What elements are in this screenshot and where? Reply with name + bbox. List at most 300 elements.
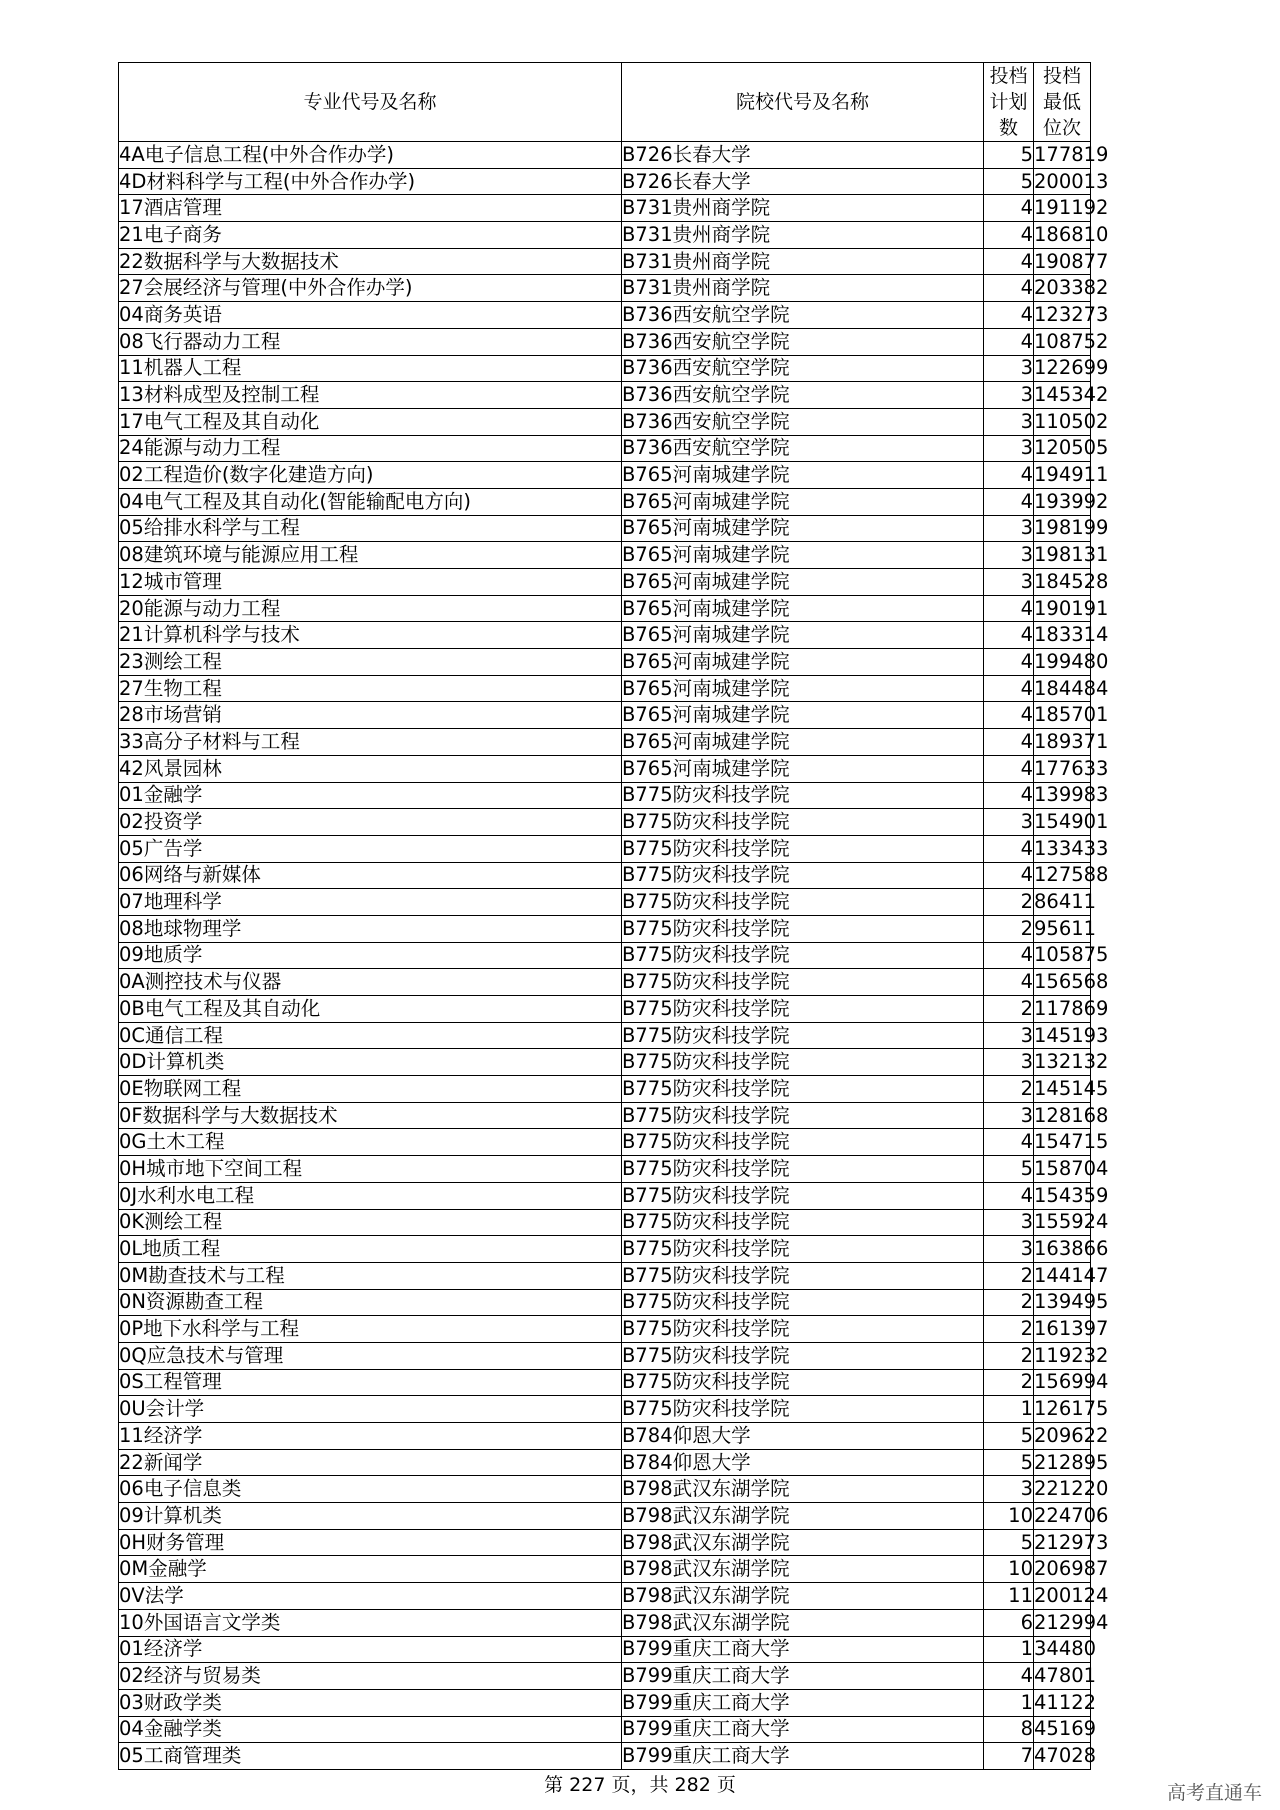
cell-plan: 3 [984, 435, 1034, 462]
table-row [119, 1236, 1091, 1263]
cell-plan: 4 [984, 275, 1034, 302]
header-major: 专业代号及名称 [119, 63, 622, 142]
table-row [119, 1342, 1091, 1369]
table-row [119, 1663, 1091, 1690]
table-row [119, 1529, 1091, 1556]
cell-rank: 184528 [1034, 569, 1091, 596]
table-row [119, 1423, 1091, 1450]
cell-plan: 4 [984, 1129, 1034, 1156]
cell-rank: 95611 [1034, 915, 1091, 942]
cell-school: B775防灾科技学院 [622, 915, 984, 942]
cell-school: B799重庆工商大学 [622, 1743, 984, 1770]
cell-school: B775防灾科技学院 [622, 1129, 984, 1156]
cell-plan: 3 [984, 1476, 1034, 1503]
cell-plan: 7 [984, 1743, 1034, 1770]
table-row [119, 195, 1091, 222]
table-row [119, 462, 1091, 489]
cell-plan: 3 [984, 1209, 1034, 1236]
cell-plan: 4 [984, 755, 1034, 782]
cell-plan: 4 [984, 195, 1034, 222]
cell-school: B784仰恩大学 [622, 1449, 984, 1476]
cell-school: B736西安航空学院 [622, 408, 984, 435]
cell-major: 27会展经济与管理(中外合作办学) [119, 275, 622, 302]
cell-major: 0B电气工程及其自动化 [119, 996, 622, 1023]
cell-rank: 212994 [1034, 1609, 1091, 1636]
cell-rank: 198131 [1034, 542, 1091, 569]
cell-rank: 123273 [1034, 302, 1091, 329]
cell-school: B775防灾科技学院 [622, 1102, 984, 1129]
cell-rank: 191192 [1034, 195, 1091, 222]
table-row [119, 649, 1091, 676]
cell-rank: 189371 [1034, 729, 1091, 756]
cell-rank: 194911 [1034, 462, 1091, 489]
cell-school: B775防灾科技学院 [622, 835, 984, 862]
cell-school: B765河南城建学院 [622, 649, 984, 676]
table-row [119, 1743, 1091, 1770]
cell-plan: 4 [984, 488, 1034, 515]
cell-plan: 3 [984, 569, 1034, 596]
cell-rank: 145193 [1034, 1022, 1091, 1049]
cell-rank: 206987 [1034, 1556, 1091, 1583]
cell-rank: 47801 [1034, 1663, 1091, 1690]
cell-plan: 4 [984, 302, 1034, 329]
cell-school: B736西安航空学院 [622, 382, 984, 409]
cell-major: 0S工程管理 [119, 1369, 622, 1396]
cell-major: 04金融学类 [119, 1716, 622, 1743]
table-row [119, 996, 1091, 1023]
cell-major: 05工商管理类 [119, 1743, 622, 1770]
cell-rank: 212895 [1034, 1449, 1091, 1476]
table-row [119, 569, 1091, 596]
cell-major: 02投资学 [119, 809, 622, 836]
table-body [119, 142, 1109, 1770]
cell-major: 07地理科学 [119, 889, 622, 916]
cell-school: B784仰恩大学 [622, 1423, 984, 1450]
cell-major: 02经济与贸易类 [119, 1663, 622, 1690]
cell-rank: 128168 [1034, 1102, 1091, 1129]
cell-plan: 10 [984, 1556, 1034, 1583]
cell-school: B765河南城建学院 [622, 675, 984, 702]
cell-school: B775防灾科技学院 [622, 942, 984, 969]
cell-plan: 4 [984, 862, 1034, 889]
cell-plan: 3 [984, 408, 1034, 435]
cell-school: B765河南城建学院 [622, 702, 984, 729]
cell-major: 42风景园林 [119, 755, 622, 782]
table-row [119, 1262, 1091, 1289]
cell-school: B731贵州商学院 [622, 222, 984, 249]
cell-rank: 184484 [1034, 675, 1091, 702]
cell-rank: 190191 [1034, 595, 1091, 622]
cell-rank: 224706 [1034, 1503, 1091, 1530]
cell-plan: 2 [984, 1342, 1034, 1369]
cell-school: B799重庆工商大学 [622, 1663, 984, 1690]
cell-major: 27生物工程 [119, 675, 622, 702]
cell-major: 03财政学类 [119, 1689, 622, 1716]
cell-school: B765河南城建学院 [622, 595, 984, 622]
cell-rank: 139495 [1034, 1289, 1091, 1316]
table-row [119, 782, 1091, 809]
cell-school: B765河南城建学院 [622, 569, 984, 596]
table-row [119, 1689, 1091, 1716]
cell-rank: 155924 [1034, 1209, 1091, 1236]
cell-plan: 4 [984, 969, 1034, 996]
table-row [119, 1182, 1091, 1209]
table-row [119, 1396, 1091, 1423]
cell-major: 28市场营销 [119, 702, 622, 729]
admissions-table [118, 62, 1109, 1770]
header-rank: 投档最低位次 [1034, 63, 1091, 142]
cell-major: 0Q应急技术与管理 [119, 1342, 622, 1369]
cell-school: B775防灾科技学院 [622, 1182, 984, 1209]
cell-major: 06电子信息类 [119, 1476, 622, 1503]
table-header-row [119, 63, 1091, 142]
cell-major: 0K测绘工程 [119, 1209, 622, 1236]
cell-major: 13材料成型及控制工程 [119, 382, 622, 409]
cell-rank: 177633 [1034, 755, 1091, 782]
cell-school: B765河南城建学院 [622, 755, 984, 782]
cell-school: B736西安航空学院 [622, 328, 984, 355]
cell-plan: 5 [984, 168, 1034, 195]
cell-rank: 105875 [1034, 942, 1091, 969]
cell-plan: 4 [984, 595, 1034, 622]
cell-rank: 144147 [1034, 1262, 1091, 1289]
cell-school: B775防灾科技学院 [622, 782, 984, 809]
cell-school: B775防灾科技学院 [622, 1236, 984, 1263]
cell-major: 01经济学 [119, 1636, 622, 1663]
cell-school: B765河南城建学院 [622, 542, 984, 569]
cell-major: 0M勘查技术与工程 [119, 1262, 622, 1289]
cell-major: 11经济学 [119, 1423, 622, 1450]
cell-major: 20能源与动力工程 [119, 595, 622, 622]
cell-school: B731贵州商学院 [622, 275, 984, 302]
cell-rank: 117869 [1034, 996, 1091, 1023]
table-row [119, 1583, 1091, 1610]
cell-major: 23测绘工程 [119, 649, 622, 676]
cell-major: 22新闻学 [119, 1449, 622, 1476]
cell-school: B799重庆工商大学 [622, 1636, 984, 1663]
cell-plan: 4 [984, 649, 1034, 676]
cell-school: B798武汉东湖学院 [622, 1583, 984, 1610]
cell-plan: 2 [984, 996, 1034, 1023]
cell-major: 21电子商务 [119, 222, 622, 249]
cell-rank: 45169 [1034, 1716, 1091, 1743]
cell-major: 0H城市地下空间工程 [119, 1156, 622, 1183]
cell-major: 02工程造价(数字化建造方向) [119, 462, 622, 489]
cell-plan: 4 [984, 248, 1034, 275]
cell-school: B765河南城建学院 [622, 622, 984, 649]
table-row [119, 835, 1091, 862]
cell-school: B736西安航空学院 [622, 355, 984, 382]
cell-school: B798武汉东湖学院 [622, 1476, 984, 1503]
cell-rank: 41122 [1034, 1689, 1091, 1716]
cell-school: B775防灾科技学院 [622, 1049, 984, 1076]
table-row [119, 328, 1091, 355]
cell-rank: 154901 [1034, 809, 1091, 836]
cell-major: 4A电子信息工程(中外合作办学) [119, 142, 622, 169]
cell-plan: 5 [984, 1529, 1034, 1556]
cell-school: B765河南城建学院 [622, 488, 984, 515]
cell-major: 09地质学 [119, 942, 622, 969]
cell-rank: 199480 [1034, 649, 1091, 676]
cell-school: B765河南城建学院 [622, 729, 984, 756]
cell-plan: 8 [984, 1716, 1034, 1743]
table-row [119, 355, 1091, 382]
cell-rank: 190877 [1034, 248, 1091, 275]
cell-major: 0U会计学 [119, 1396, 622, 1423]
cell-plan: 4 [984, 835, 1034, 862]
table-row [119, 1503, 1091, 1530]
cell-school: B765河南城建学院 [622, 515, 984, 542]
cell-rank: 156994 [1034, 1369, 1091, 1396]
cell-major: 08地球物理学 [119, 915, 622, 942]
cell-rank: 193992 [1034, 488, 1091, 515]
table-row [119, 488, 1091, 515]
table-row [119, 1289, 1091, 1316]
cell-major: 0F数据科学与大数据技术 [119, 1102, 622, 1129]
cell-school: B775防灾科技学院 [622, 1022, 984, 1049]
table-row [119, 1209, 1091, 1236]
cell-plan: 3 [984, 1102, 1034, 1129]
cell-school: B775防灾科技学院 [622, 1156, 984, 1183]
cell-plan: 4 [984, 1663, 1034, 1690]
cell-major: 0H财务管理 [119, 1529, 622, 1556]
cell-school: B775防灾科技学院 [622, 1342, 984, 1369]
table-row [119, 969, 1091, 996]
cell-major: 17电气工程及其自动化 [119, 408, 622, 435]
cell-school: B736西安航空学院 [622, 435, 984, 462]
cell-rank: 209622 [1034, 1423, 1091, 1450]
table-row [119, 248, 1091, 275]
cell-plan: 4 [984, 1182, 1034, 1209]
table-row [119, 1129, 1091, 1156]
table-row [119, 142, 1091, 169]
cell-plan: 4 [984, 782, 1034, 809]
cell-rank: 34480 [1034, 1636, 1091, 1663]
table-row [119, 809, 1091, 836]
header-plan: 投档计划数 [984, 63, 1034, 142]
cell-rank: 177819 [1034, 142, 1091, 169]
cell-rank: 110502 [1034, 408, 1091, 435]
header-school: 院校代号及名称 [622, 63, 984, 142]
cell-major: 0V法学 [119, 1583, 622, 1610]
page-footer: 第 227 页，共 282 页 [544, 1774, 736, 1796]
cell-major: 0N资源勘查工程 [119, 1289, 622, 1316]
cell-plan: 3 [984, 542, 1034, 569]
cell-plan: 3 [984, 1022, 1034, 1049]
cell-plan: 4 [984, 729, 1034, 756]
cell-rank: 221220 [1034, 1476, 1091, 1503]
cell-major: 06网络与新媒体 [119, 862, 622, 889]
cell-plan: 3 [984, 809, 1034, 836]
cell-rank: 47028 [1034, 1743, 1091, 1770]
cell-plan: 3 [984, 382, 1034, 409]
cell-rank: 126175 [1034, 1396, 1091, 1423]
table-row [119, 1022, 1091, 1049]
cell-plan: 4 [984, 622, 1034, 649]
cell-major: 22数据科学与大数据技术 [119, 248, 622, 275]
cell-rank: 119232 [1034, 1342, 1091, 1369]
cell-rank: 158704 [1034, 1156, 1091, 1183]
cell-rank: 163866 [1034, 1236, 1091, 1263]
table-row [119, 1102, 1091, 1129]
cell-major: 09计算机类 [119, 1503, 622, 1530]
cell-plan: 2 [984, 1076, 1034, 1103]
cell-rank: 156568 [1034, 969, 1091, 996]
cell-school: B799重庆工商大学 [622, 1689, 984, 1716]
cell-plan: 2 [984, 889, 1034, 916]
cell-rank: 198199 [1034, 515, 1091, 542]
cell-plan: 2 [984, 1289, 1034, 1316]
cell-plan: 5 [984, 1423, 1034, 1450]
cell-rank: 120505 [1034, 435, 1091, 462]
table-row [119, 1636, 1091, 1663]
cell-rank: 145145 [1034, 1076, 1091, 1103]
cell-plan: 5 [984, 142, 1034, 169]
cell-plan: 3 [984, 1049, 1034, 1076]
cell-school: B798武汉东湖学院 [622, 1529, 984, 1556]
cell-rank: 200013 [1034, 168, 1091, 195]
cell-major: 08建筑环境与能源应用工程 [119, 542, 622, 569]
cell-school: B775防灾科技学院 [622, 809, 984, 836]
cell-school: B798武汉东湖学院 [622, 1556, 984, 1583]
cell-rank: 122699 [1034, 355, 1091, 382]
table-row [119, 862, 1091, 889]
cell-school: B775防灾科技学院 [622, 1369, 984, 1396]
cell-school: B775防灾科技学院 [622, 1209, 984, 1236]
cell-major: 17酒店管理 [119, 195, 622, 222]
cell-major: 05广告学 [119, 835, 622, 862]
cell-school: B775防灾科技学院 [622, 1262, 984, 1289]
cell-major: 0L地质工程 [119, 1236, 622, 1263]
cell-plan: 10 [984, 1503, 1034, 1530]
cell-school: B775防灾科技学院 [622, 996, 984, 1023]
table-row [119, 1076, 1091, 1103]
table-row [119, 675, 1091, 702]
cell-major: 33高分子材料与工程 [119, 729, 622, 756]
cell-rank: 161397 [1034, 1316, 1091, 1343]
cell-rank: 145342 [1034, 382, 1091, 409]
table-row [119, 435, 1091, 462]
cell-major: 0D计算机类 [119, 1049, 622, 1076]
cell-rank: 108752 [1034, 328, 1091, 355]
table-row [119, 222, 1091, 249]
table-row [119, 275, 1091, 302]
cell-major: 08飞行器动力工程 [119, 328, 622, 355]
cell-plan: 4 [984, 222, 1034, 249]
cell-plan: 4 [984, 328, 1034, 355]
cell-rank: 86411 [1034, 889, 1091, 916]
cell-school: B798武汉东湖学院 [622, 1503, 984, 1530]
cell-plan: 3 [984, 1236, 1034, 1263]
cell-major: 11机器人工程 [119, 355, 622, 382]
cell-rank: 154359 [1034, 1182, 1091, 1209]
cell-major: 0J水利水电工程 [119, 1182, 622, 1209]
cell-school: B775防灾科技学院 [622, 1076, 984, 1103]
table-row [119, 1369, 1091, 1396]
table-row [119, 1449, 1091, 1476]
cell-major: 04电气工程及其自动化(智能输配电方向) [119, 488, 622, 515]
cell-major: 0P地下水科学与工程 [119, 1316, 622, 1343]
table-row [119, 168, 1091, 195]
cell-school: B775防灾科技学院 [622, 1289, 984, 1316]
cell-rank: 186810 [1034, 222, 1091, 249]
table-row [119, 889, 1091, 916]
table-row [119, 915, 1091, 942]
cell-plan: 5 [984, 1156, 1034, 1183]
table-row [119, 1716, 1091, 1743]
cell-plan: 2 [984, 1262, 1034, 1289]
cell-school: B731贵州商学院 [622, 248, 984, 275]
cell-school: B731贵州商学院 [622, 195, 984, 222]
cell-rank: 203382 [1034, 275, 1091, 302]
cell-plan: 4 [984, 675, 1034, 702]
cell-rank: 185701 [1034, 702, 1091, 729]
cell-plan: 1 [984, 1689, 1034, 1716]
table-row [119, 942, 1091, 969]
cell-plan: 2 [984, 915, 1034, 942]
cell-rank: 139983 [1034, 782, 1091, 809]
cell-rank: 132132 [1034, 1049, 1091, 1076]
cell-rank: 127588 [1034, 862, 1091, 889]
table-row [119, 408, 1091, 435]
table-row [119, 542, 1091, 569]
cell-rank: 200124 [1034, 1583, 1091, 1610]
cell-rank: 183314 [1034, 622, 1091, 649]
cell-major: 0G土木工程 [119, 1129, 622, 1156]
cell-major: 21计算机科学与技术 [119, 622, 622, 649]
table-row [119, 622, 1091, 649]
watermark: 高考直通车 [1166, 1782, 1262, 1804]
cell-school: B775防灾科技学院 [622, 969, 984, 996]
cell-plan: 5 [984, 1449, 1034, 1476]
cell-school: B765河南城建学院 [622, 462, 984, 489]
cell-major: 4D材料科学与工程(中外合作办学) [119, 168, 622, 195]
table-row [119, 1476, 1091, 1503]
table-row [119, 595, 1091, 622]
cell-school: B798武汉东湖学院 [622, 1609, 984, 1636]
cell-major: 12城市管理 [119, 569, 622, 596]
table-row [119, 1556, 1091, 1583]
cell-plan: 1 [984, 1396, 1034, 1423]
table-row [119, 729, 1091, 756]
cell-school: B775防灾科技学院 [622, 862, 984, 889]
cell-plan: 4 [984, 462, 1034, 489]
table-row [119, 1316, 1091, 1343]
cell-plan: 3 [984, 355, 1034, 382]
cell-major: 04商务英语 [119, 302, 622, 329]
table-row [119, 515, 1091, 542]
cell-plan: 11 [984, 1583, 1034, 1610]
table-row [119, 1609, 1091, 1636]
cell-school: B775防灾科技学院 [622, 889, 984, 916]
cell-rank: 154715 [1034, 1129, 1091, 1156]
cell-plan: 6 [984, 1609, 1034, 1636]
cell-school: B736西安航空学院 [622, 302, 984, 329]
table-row [119, 1049, 1091, 1076]
cell-rank: 133433 [1034, 835, 1091, 862]
cell-plan: 4 [984, 702, 1034, 729]
cell-rank: 212973 [1034, 1529, 1091, 1556]
table-row [119, 382, 1091, 409]
cell-plan: 1 [984, 1636, 1034, 1663]
cell-major: 05给排水科学与工程 [119, 515, 622, 542]
cell-school: B726长春大学 [622, 168, 984, 195]
table-row [119, 302, 1091, 329]
cell-major: 0E物联网工程 [119, 1076, 622, 1103]
cell-plan: 4 [984, 942, 1034, 969]
cell-school: B775防灾科技学院 [622, 1316, 984, 1343]
cell-school: B775防灾科技学院 [622, 1396, 984, 1423]
